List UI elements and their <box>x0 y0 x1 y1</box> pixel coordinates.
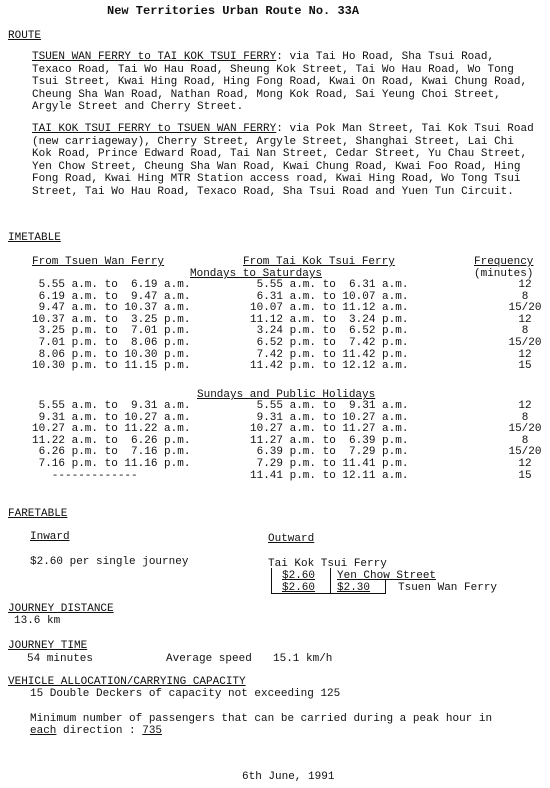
frequency-value: 15/20 <box>508 446 542 459</box>
each-word: each <box>30 725 57 737</box>
fare-stop-tsuen-wan: Tsuen Wan Ferry <box>398 582 498 594</box>
departure-tsuen-wan: 8.06 p.m. to 10.30 p.m. <box>32 348 191 361</box>
departure-tsuen-wan: 7.16 p.m. to 11.16 p.m. <box>32 458 191 470</box>
route-direction-1-name: TSUEN WAN FERRY to TAI KOK TSUI FERRY <box>32 51 277 63</box>
fare-table-right-border <box>385 580 386 594</box>
frequency-value: 12 <box>518 458 532 470</box>
departure-tai-kok-tsui: 5.55 a.m. to 6.31 a.m. <box>250 279 409 291</box>
departure-tai-kok-tsui: 11.27 a.m. to 6.39 p.m. <box>250 434 409 447</box>
fare-row2-amount-b: $2.30 <box>337 582 371 594</box>
timetable-heading: IMETABLE <box>8 232 61 244</box>
departure-tsuen-wan: 7.01 p.m. to 8.06 p.m. <box>32 337 191 349</box>
timetable-col-tai-kok-tsui: From Tai Kok Tsui Ferry <box>243 256 395 268</box>
departure-tai-kok-tsui: 11.12 a.m. to 3.24 p.m. <box>250 313 409 326</box>
frequency-value: 15 <box>518 360 532 373</box>
departure-tsuen-wan: 9.31 a.m. to 10.27 a.m. <box>32 411 191 424</box>
frequency-value: 8 <box>521 411 529 424</box>
average-speed-value: 15.1 km/h <box>273 653 333 665</box>
departure-tai-kok-tsui: 6.31 a.m. to 10.07 a.m. <box>250 290 409 303</box>
page-title: New Territories Urban Route No. 33A <box>107 4 360 18</box>
departure-tai-kok-tsui: 10.07 a.m. to 11.12 a.m. <box>250 302 409 315</box>
peak-hour-capacity-line <box>30 725 162 737</box>
frequency-value: 8 <box>521 434 529 447</box>
route-heading: ROUTE <box>8 30 42 42</box>
faretable-heading: FARETABLE <box>8 508 68 520</box>
document-date: 6th June, 1991 <box>242 771 335 783</box>
timetable-col-frequency-unit: (minutes) <box>474 268 534 280</box>
departure-tsuen-wan: 3.25 p.m. to 7.01 p.m. <box>32 325 191 338</box>
route-direction-2 <box>32 123 537 198</box>
peak-hour-capacity-text: Minimum number of passengers that can be carried during a peak hour in <box>30 713 493 725</box>
departure-tai-kok-tsui: 5.55 a.m. to 9.31 a.m. <box>250 400 409 412</box>
fare-inward-value: $2.60 per single journey <box>30 556 189 568</box>
frequency-value: 15/20 <box>508 337 542 349</box>
vehicle-heading: VEHICLE ALLOCATION/CARRYING CAPACITY <box>8 676 246 688</box>
fare-stop-tai-kok-tsui: Tai Kok Tsui Ferry <box>268 558 387 570</box>
route-direction-1 <box>32 51 537 114</box>
timetable-col-tsuen-wan: From Tsuen Wan Ferry <box>32 256 165 268</box>
fare-table-bottom-rule <box>271 593 385 594</box>
departure-tsuen-wan: 10.30 p.m. to 11.15 p.m. <box>32 360 191 373</box>
departure-tsuen-wan: 5.55 a.m. to 6.19 a.m. <box>32 279 191 291</box>
frequency-value: 12 <box>518 400 532 412</box>
departure-tsuen-wan: 11.22 a.m. to 6.26 p.m. <box>32 434 191 447</box>
departure-tsuen-wan: 5.55 a.m. to 9.31 a.m. <box>32 400 191 412</box>
journey-distance-heading: JOURNEY DISTANCE <box>8 603 114 615</box>
departure-tsuen-wan: 6.19 a.m. to 9.47 a.m. <box>32 290 191 303</box>
route-direction-1-via: : via Tai Ho Road, Sha Tsui Road, Texaco Road, Tai Wo Hau Road, Sheung Kok Street, Tai Wo Hau Road, Wo Tong Tsui Street, Kwai Hing Road, Hing Fong Road, Kwai On Road, Kwai Chung Road, Cheung Sha Wan Road, Nathan Road, Mong Kok Road, Sai Yeung Choi Street, Argyle Street and Cherry Street. <box>32 51 528 113</box>
fare-row2-amount-a: $2.60 <box>282 582 316 594</box>
departure-tai-kok-tsui: 3.24 p.m. to 6.52 p.m. <box>250 325 409 338</box>
frequency-value: 12 <box>518 313 532 326</box>
departure-tai-kok-tsui: 6.52 p.m. to 7.42 p.m. <box>250 337 409 349</box>
departure-tsuen-wan: 9.47 a.m. to 10.37 a.m. <box>32 302 191 315</box>
route-direction-2-via: : via Pok Man Street, Tai Kok Tsui Road (new carriageway), Cherry Street, Argyle Street, Shanghai Street, Lai Chi Kok Road, Prince Edward Road, Tai Nan Street, Cedar Street, Yu Chau Street, Yen Chow Street, Cheung Sha Wan Road, Kwai Chung Road, Kwai Foo Road, Hing Fong Road, Kwai Hing MTR Station access road, Kwai Hing Road, Wo Tong Tsui Street, Tai Wo Hau Road, Texaco Road, Sha Tsui Road and Yuen Tun Circuit. <box>32 123 534 198</box>
timetable-col-frequency: Frequency <box>474 256 534 268</box>
departure-tai-kok-tsui: 11.41 p.m. to 12.11 a.m. <box>250 469 409 482</box>
fare-table-left-border <box>271 568 272 594</box>
frequency-value: 12 <box>518 348 532 361</box>
route-direction-2-name: TAI KOK TSUI FERRY to TSUEN WAN FERRY <box>32 123 277 135</box>
departure-tsuen-wan: ------------- <box>32 469 138 482</box>
departure-tsuen-wan: 6.26 p.m. to 7.16 p.m. <box>32 446 191 459</box>
fare-row1-amount: $2.60 <box>282 570 316 582</box>
departure-tai-kok-tsui: 9.31 a.m. to 10.27 a.m. <box>250 411 409 424</box>
frequency-value: 8 <box>521 325 529 338</box>
fare-outward-label: Outward <box>268 533 315 545</box>
fare-stop-yen-chow: Yen Chow Street <box>337 570 437 582</box>
frequency-value: 8 <box>521 290 529 303</box>
frequency-value: 15/20 <box>508 302 542 315</box>
journey-time-value: 54 minutes <box>27 653 94 665</box>
frequency-value: 15/20 <box>508 423 542 436</box>
peak-hour-capacity-value: 735 <box>142 725 163 737</box>
average-speed-label: Average speed <box>166 653 252 665</box>
vehicle-allocation: 15 Double Deckers of capacity not exceeding 125 <box>30 688 341 700</box>
journey-distance-value: 13.6 km <box>14 615 61 627</box>
fare-table-mid-border <box>330 568 331 594</box>
departure-tsuen-wan: 10.27 a.m. to 11.22 a.m. <box>32 423 191 436</box>
departure-tai-kok-tsui: 10.27 a.m. to 11.27 a.m. <box>250 423 409 436</box>
departure-tai-kok-tsui: 11.42 p.m. to 12.12 a.m. <box>250 360 409 373</box>
fare-inward-label: Inward <box>30 531 70 543</box>
journey-time-heading: JOURNEY TIME <box>8 640 88 652</box>
timetable-holiday-label: Sundays and Public Holidays <box>197 389 376 401</box>
departure-tai-kok-tsui: 6.39 p.m. to 7.29 p.m. <box>250 446 409 459</box>
departure-tsuen-wan: 10.37 a.m. to 3.25 p.m. <box>32 313 191 326</box>
frequency-value: 15 <box>518 469 532 482</box>
departure-tai-kok-tsui: 7.29 p.m. to 11.41 p.m. <box>250 458 409 470</box>
frequency-value: 12 <box>518 279 532 291</box>
direction-text: direction : <box>56 725 143 737</box>
timetable-weekday-label: Mondays to Saturdays <box>190 268 323 280</box>
departure-tai-kok-tsui: 7.42 p.m. to 11.42 p.m. <box>250 348 409 361</box>
